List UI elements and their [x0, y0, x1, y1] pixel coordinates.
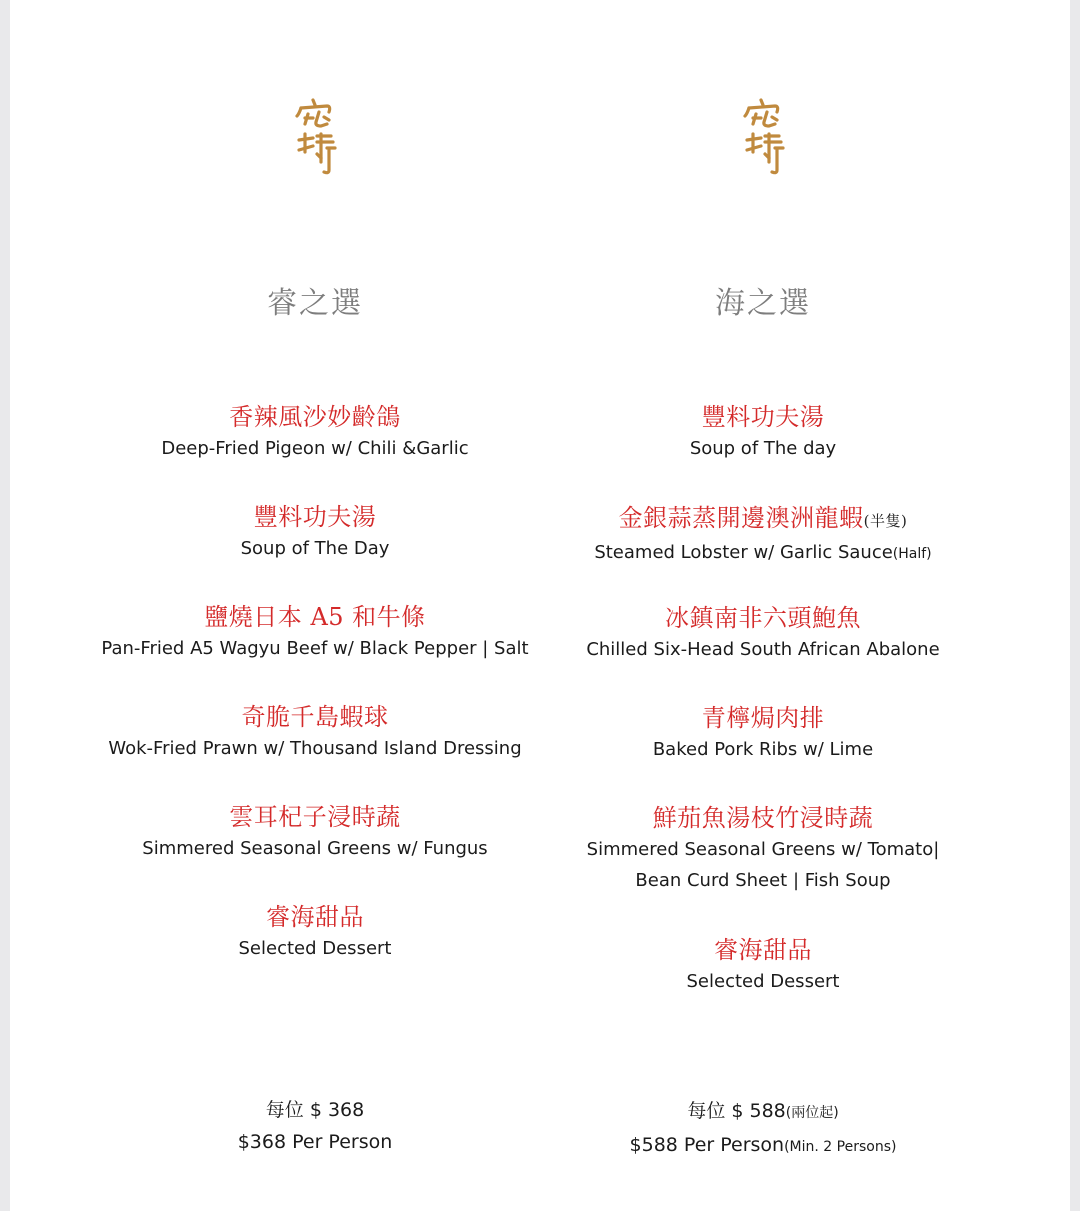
dish-name-zh: 香辣風沙妙齡鴿	[229, 403, 401, 431]
dish-name-zh: 豐料功夫湯	[701, 403, 825, 431]
dish-name-en: Pan-Fried A5 Wagyu Beef w/ Black Pepper | Salt	[101, 638, 529, 659]
dish-name-zh: 鹽燒日本 A5 和牛條	[204, 603, 426, 631]
dish-name-en: Selected Dessert	[238, 938, 392, 959]
dish-item	[55, 601, 575, 664]
dish-name-zh: 冰鎮南非六頭鮑魚	[665, 604, 861, 632]
dish-item	[55, 401, 575, 464]
dish-item	[503, 802, 1023, 896]
dish-name-en-line	[503, 537, 1023, 570]
dish-name-en: Wok-Fried Prawn w/ Thousand Island Dressing	[108, 738, 522, 759]
set-menu-left	[55, 0, 575, 1211]
dish-item	[503, 934, 1023, 997]
dish-name-en: Deep-Fried Pigeon w/ Chili &Garlic	[161, 438, 469, 459]
dish-item	[55, 801, 575, 864]
dish-name-zh: 奇脆千島蝦球	[241, 703, 389, 731]
set-menu-right	[503, 0, 1023, 1211]
dish-name-zh: 金銀蒜蒸開邊澳洲龍蝦	[618, 504, 864, 532]
price-zh: 每位 $ 588	[687, 1100, 786, 1122]
dish-name-en: Soup of The day	[689, 438, 837, 459]
price-en-note: (Min. 2 Persons)	[784, 1139, 897, 1155]
dish-name-en: Baked Pork Ribs w/ Lime	[652, 739, 874, 760]
portion-note-en: (Half)	[892, 546, 932, 562]
dish-item	[503, 702, 1023, 765]
set-title: 睿之選	[267, 286, 363, 321]
price-zh: 每位 $ 368	[265, 1099, 365, 1121]
dish-name-en: Chilled Six-Head South African Abalone	[586, 639, 940, 660]
dish-name-en: Simmered Seasonal Greens w/ Fungus	[142, 838, 488, 859]
dish-item	[503, 502, 1023, 570]
dish-item	[55, 701, 575, 764]
dish-name-en: Simmered Seasonal Greens w/ Tomato|	[586, 839, 940, 860]
set-title: 海之選	[715, 286, 811, 321]
price-zh-line	[503, 1095, 1023, 1129]
dish-item	[503, 602, 1023, 665]
dish-name-en-line2: Bean Curd Sheet | Fish Soup	[635, 870, 891, 891]
price-en-line	[503, 1129, 1023, 1163]
price-en: $588 Per Person	[629, 1134, 785, 1156]
menu-page	[10, 0, 1070, 1211]
dish-name-en: Steamed Lobster w/ Garlic Sauce	[594, 542, 893, 563]
dish-item	[503, 401, 1023, 464]
restaurant-logo	[291, 96, 339, 178]
dish-name-zh: 鮮茄魚湯枝竹浸時蔬	[652, 804, 874, 832]
dish-name-zh: 雲耳杞子浸時蔬	[229, 803, 401, 831]
price-zh-note: (兩位起)	[785, 1105, 839, 1121]
portion-note-zh: (半隻)	[863, 512, 908, 530]
price-block	[55, 1094, 575, 1158]
dish-name-en: Soup of The Day	[240, 538, 390, 559]
price-en: $368 Per Person	[237, 1131, 393, 1153]
dish-item	[55, 901, 575, 964]
dish-name-zh: 青檸焗肉排	[701, 704, 825, 732]
dish-item	[55, 501, 575, 564]
dish-name-zh: 豐料功夫湯	[253, 503, 377, 531]
dish-name-zh-line	[503, 502, 1023, 537]
price-block	[503, 1095, 1023, 1163]
dish-name-en: Selected Dessert	[686, 971, 840, 992]
dish-name-zh: 睿海甜品	[714, 936, 812, 964]
restaurant-logo	[739, 96, 787, 178]
dish-name-zh: 睿海甜品	[266, 903, 364, 931]
